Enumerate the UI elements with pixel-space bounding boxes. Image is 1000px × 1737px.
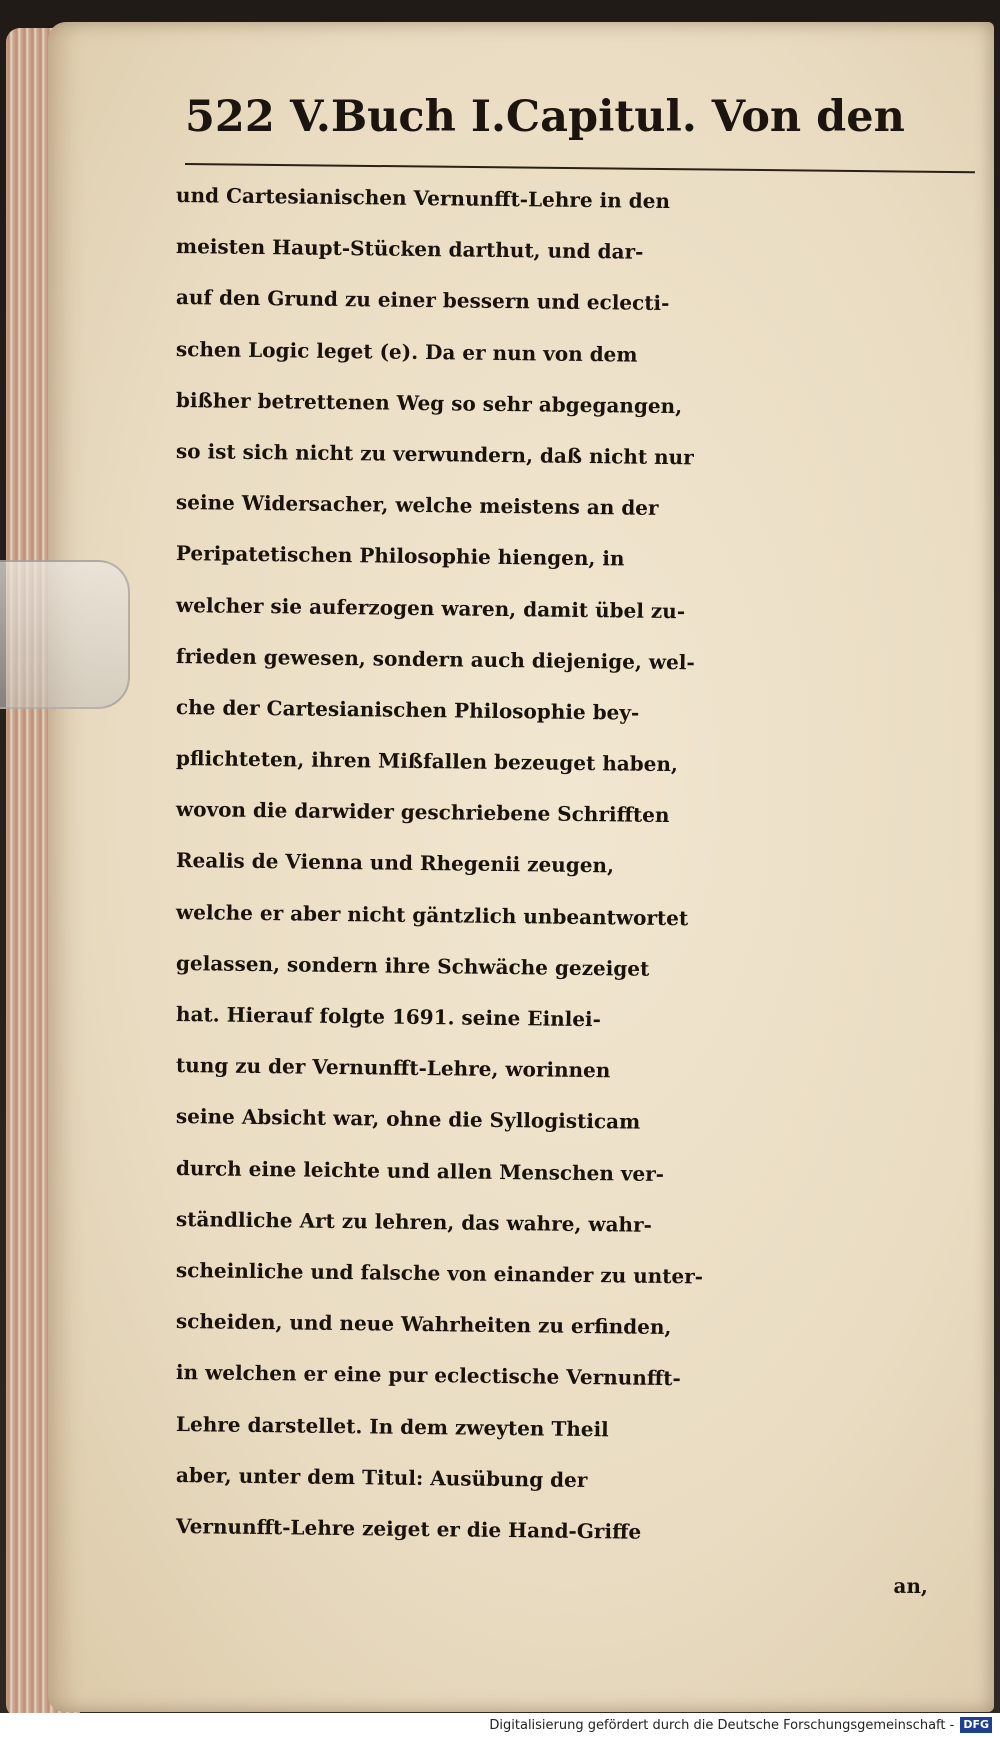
text-line: wovon die darwider geschriebene Schrifften: [175, 797, 670, 828]
running-header: [185, 92, 925, 152]
text-line: Vernunfft-Lehre zeiget er die Hand-Griffe: [175, 1513, 642, 1544]
text-line: Realis de Vienna und Rhegenii zeugen,: [175, 848, 615, 878]
text-line: scheinliche und falsche von einander zu unter-: [175, 1257, 704, 1289]
text-line: che der Cartesianischen Philosophie bey-: [175, 694, 640, 725]
running-title: V.Buch I.Capitul. Von den: [290, 92, 905, 142]
text-line: und Cartesianischen Vernunfft-Lehre in den: [175, 183, 671, 214]
text-line: durch eine leichte und allen Menschen ver-: [175, 1155, 665, 1186]
text-line: aber, unter dem Titul: Ausübung der: [175, 1462, 588, 1492]
body-text: [176, 170, 976, 1603]
page-number: 522: [185, 92, 275, 142]
text-line: auf den Grund zu einer bessern und eclecti-: [175, 285, 670, 316]
text-line: Peripatetischen Philosophie hiengen, in: [175, 541, 625, 571]
text-line: pflichteten, ihren Mißfallen bezeuget haben,: [175, 746, 679, 777]
funding-credit: Digitalisierung gefördert durch die Deutsche Forschungsgemeinschaft -: [489, 1717, 955, 1733]
text-line: ständliche Art zu lehren, das wahre, wahr-: [175, 1206, 653, 1237]
text-line: welche er aber nicht gäntzlich unbeantwortet: [175, 899, 689, 930]
text-line: meisten Haupt-Stücken darthut, und dar-: [175, 234, 644, 264]
text-line: seine Widersacher, welche meistens an der: [175, 490, 659, 521]
text-line: frieden gewesen, sondern auch diejenige, wel-: [175, 643, 695, 675]
text-line: tung zu der Vernunfft-Lehre, worinnen: [175, 1053, 611, 1083]
text-line: schen Logic leget (e). Da er nun von dem: [175, 336, 638, 367]
page-clip: [0, 560, 130, 709]
text-line: in welchen er eine pur eclectische Vernunfft-: [175, 1360, 681, 1391]
text-line: scheiden, und neue Wahrheiten zu erfinden,: [175, 1309, 672, 1340]
dfg-logo: DFG: [960, 1717, 992, 1733]
text-line: seine Absicht war, ohne die Syllogisticam: [175, 1104, 641, 1135]
text-line: gelassen, sondern ihre Schwäche gezeiget: [175, 950, 650, 981]
text-line: hat. Hierauf folgte 1691. seine Einlei-: [175, 1002, 602, 1032]
text-line: bißher betrettenen Weg so sehr abgegangen,: [175, 387, 683, 418]
digitization-footer: [0, 1713, 1000, 1737]
catchword: an,: [893, 1573, 929, 1599]
text-line: so ist sich nicht zu verwundern, daß nicht nur: [175, 438, 694, 470]
text-line: welcher sie auferzogen waren, damit übel zu-: [175, 592, 686, 623]
text-line: Lehre darstellet. In dem zweyten Theil: [175, 1411, 609, 1441]
